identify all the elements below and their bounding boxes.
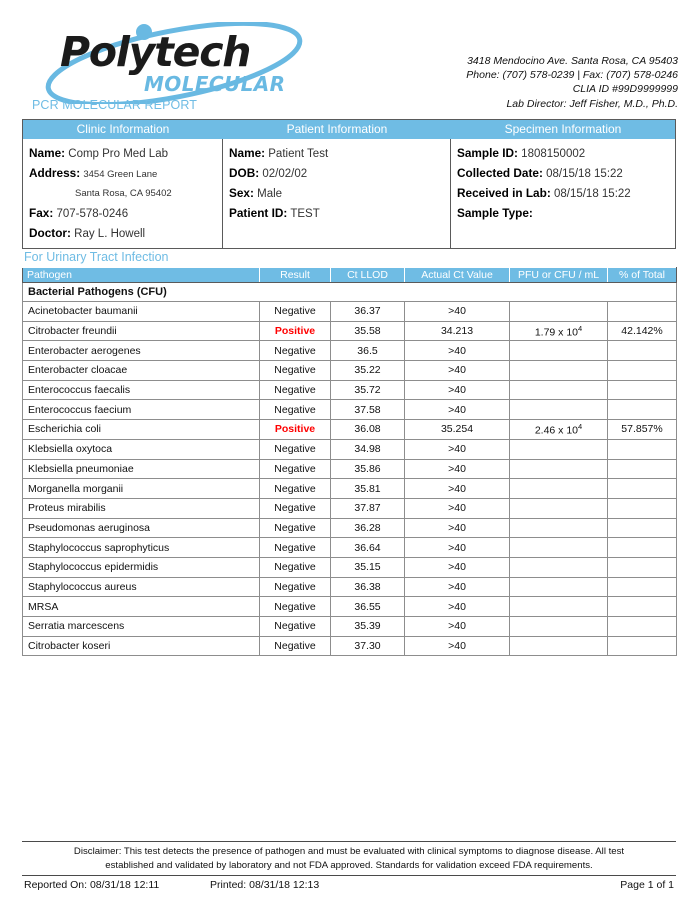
status-badge-negative: Negative <box>274 403 316 416</box>
lab-address: 3418 Mendocino Ave. Santa Rosa, CA 95403 <box>467 55 678 67</box>
cell-result <box>260 302 331 322</box>
cell-result <box>260 518 331 538</box>
patient-name-label: Name: <box>229 146 266 160</box>
cell-ct-llod: 37.30 <box>331 636 405 656</box>
cell-pfu-cfu <box>510 479 608 499</box>
cell-result <box>260 577 331 597</box>
cell-pct-total <box>608 459 677 479</box>
cell-pct-total <box>608 557 677 577</box>
cell-pfu-cfu <box>510 617 608 637</box>
cell-result <box>260 380 331 400</box>
cell-pathogen: Escherichia coli <box>23 420 260 440</box>
specimen-spacer-row <box>457 223 675 243</box>
cell-result <box>260 617 331 637</box>
status-badge-negative: Negative <box>274 384 316 397</box>
cell-pct-total <box>608 439 677 459</box>
cell-ct-llod: 35.86 <box>331 459 405 479</box>
patient-name-value: Patient Test <box>268 148 329 160</box>
status-badge-negative: Negative <box>274 541 316 554</box>
cell-pfu-cfu <box>510 518 608 538</box>
pfu-exponent: 4 <box>578 323 583 333</box>
table-row <box>23 479 677 499</box>
cell-pathogen: Morganella morganii <box>23 479 260 499</box>
footer-divider-top <box>22 841 676 842</box>
received-in-lab-row <box>457 183 675 203</box>
lab-phone-fax: Phone: (707) 578-0239 | Fax: (707) 578-0246 <box>466 69 678 82</box>
logo-wordmark: Polytech <box>60 28 251 76</box>
cell-actual-ct: >40 <box>405 380 510 400</box>
cell-pathogen: Enterococcus faecalis <box>23 380 260 400</box>
results-table-header-row <box>23 268 677 283</box>
clinic-address-row <box>29 163 222 183</box>
table-row <box>23 400 677 420</box>
cell-pathogen: Klebsiella oxytoca <box>23 439 260 459</box>
patient-id-row <box>229 203 450 223</box>
cell-ct-llod: 36.37 <box>331 302 405 322</box>
clinic-fax-label: Fax: <box>29 206 54 220</box>
pathogen-group-label: Bacterial Pathogens (CFU) <box>23 283 677 302</box>
lab-contact-block <box>368 54 678 111</box>
table-row <box>23 577 677 597</box>
column-header-actual-ct: Actual Ct Value <box>405 268 510 283</box>
cell-actual-ct: >40 <box>405 538 510 558</box>
cell-ct-llod: 36.08 <box>331 420 405 440</box>
cell-ct-llod: 36.38 <box>331 577 405 597</box>
cell-pct-total <box>608 538 677 558</box>
status-badge-negative: Negative <box>274 561 316 574</box>
status-badge-positive: Positive <box>274 325 316 338</box>
collected-date-row <box>457 163 675 183</box>
clinic-information-heading: Clinic Information <box>76 122 170 136</box>
table-row <box>23 321 677 341</box>
report-masthead <box>22 20 678 116</box>
clinic-doctor-row <box>29 223 222 243</box>
cell-ct-llod: 37.87 <box>331 498 405 518</box>
patient-sex-value: Male <box>257 188 283 200</box>
cell-pathogen: Proteus mirabilis <box>23 498 260 518</box>
clinic-name-row <box>29 143 222 163</box>
cell-actual-ct: >40 <box>405 439 510 459</box>
table-row <box>23 617 677 637</box>
cell-pfu-cfu <box>510 341 608 361</box>
cell-pct-total <box>608 577 677 597</box>
status-badge-negative: Negative <box>274 502 316 515</box>
disclaimer-text <box>22 845 676 872</box>
cell-actual-ct: >40 <box>405 498 510 518</box>
status-badge-negative: Negative <box>274 482 316 495</box>
lab-director: Lab Director: Jeff Fisher, M.D., Ph.D. <box>506 97 678 110</box>
cell-ct-llod: 35.81 <box>331 479 405 499</box>
cell-actual-ct: >40 <box>405 400 510 420</box>
patient-sex-label: Sex: <box>229 186 254 200</box>
cell-ct-llod: 34.98 <box>331 439 405 459</box>
specimen-information-heading: Specimen Information <box>504 122 622 136</box>
clinic-name-value: Comp Pro Med Lab <box>68 148 168 160</box>
information-panel-headings <box>23 120 675 139</box>
patient-dob-label: DOB: <box>229 166 260 180</box>
printed-text: Printed: 08/31/18 12:13 <box>210 879 320 891</box>
cell-pct-total <box>608 597 677 617</box>
clinic-name-label: Name: <box>29 146 66 160</box>
cell-pathogen: Staphylococcus aureus <box>23 577 260 597</box>
pathogen-group-row <box>23 283 677 302</box>
status-badge-negative: Negative <box>274 344 316 357</box>
cell-ct-llod: 36.64 <box>331 538 405 558</box>
cell-pathogen: Klebsiella pneumoniae <box>23 459 260 479</box>
cell-pct-total: 57.857% <box>608 420 677 440</box>
pfu-exponent: 4 <box>578 422 583 432</box>
specimen-information-column <box>451 139 675 248</box>
table-row <box>23 380 677 400</box>
cell-actual-ct: >40 <box>405 557 510 577</box>
cell-pct-total <box>608 400 677 420</box>
collected-date-label: Collected Date: <box>457 166 543 180</box>
cell-result <box>260 479 331 499</box>
cell-actual-ct: 34.213 <box>405 321 510 341</box>
patient-sex-row <box>229 183 450 203</box>
cell-pathogen: Citrobacter freundii <box>23 321 260 341</box>
cell-pfu-cfu <box>510 439 608 459</box>
cell-pfu-cfu <box>510 557 608 577</box>
table-row <box>23 597 677 617</box>
cell-pfu-cfu <box>510 577 608 597</box>
status-badge-negative: Negative <box>274 462 316 475</box>
table-row <box>23 420 677 440</box>
patient-information-column <box>223 139 451 248</box>
results-table <box>22 267 677 656</box>
status-badge-negative: Negative <box>274 580 316 593</box>
polytech-logo <box>32 22 322 104</box>
cell-pfu-cfu <box>510 361 608 381</box>
clinic-fax-row <box>29 203 222 223</box>
cell-actual-ct: >40 <box>405 302 510 322</box>
cell-actual-ct: >40 <box>405 597 510 617</box>
cell-pfu-cfu <box>510 380 608 400</box>
cell-ct-llod: 35.39 <box>331 617 405 637</box>
clinic-address-row-2 <box>29 183 222 203</box>
clinic-doctor-value: Ray L. Howell <box>74 228 146 240</box>
cell-pathogen: Citrobacter koseri <box>23 636 260 656</box>
cell-actual-ct: >40 <box>405 617 510 637</box>
table-row <box>23 439 677 459</box>
column-header-result: Result <box>260 268 331 283</box>
footer-meta <box>22 879 676 895</box>
cell-actual-ct: >40 <box>405 577 510 597</box>
cell-pct-total <box>608 380 677 400</box>
footer-divider-bottom <box>22 875 676 876</box>
table-row <box>23 459 677 479</box>
cell-pfu-cfu <box>510 498 608 518</box>
pfu-mantissa: 2.46 x 10 <box>534 424 579 437</box>
cell-result <box>260 341 331 361</box>
received-in-lab-value: 08/15/18 15:22 <box>553 188 631 200</box>
sample-id-row <box>457 143 675 163</box>
cell-pfu-cfu <box>510 597 608 617</box>
cell-pct-total: 42.142% <box>608 321 677 341</box>
cell-ct-llod: 35.72 <box>331 380 405 400</box>
status-badge-negative: Negative <box>274 600 316 613</box>
table-row <box>23 498 677 518</box>
cell-pathogen: Staphylococcus saprophyticus <box>23 538 260 558</box>
disclaimer-line-1: Disclaimer: This test detects the presence of pathogen and must be evaluated with clinical symptoms to diagnose disease. All test <box>73 846 625 857</box>
lab-clia-id: CLIA ID #99D9999999 <box>572 83 678 96</box>
clinic-information-column <box>23 139 223 248</box>
sample-id-label: Sample ID: <box>457 146 518 160</box>
status-badge-negative: Negative <box>274 640 316 653</box>
table-row <box>23 538 677 558</box>
received-in-lab-label: Received in Lab: <box>457 186 551 200</box>
patient-name-row <box>229 143 450 163</box>
patient-spacer-row <box>229 223 450 243</box>
cell-actual-ct: 35.254 <box>405 420 510 440</box>
cell-actual-ct: >40 <box>405 636 510 656</box>
clinic-fax-value: 707-578-0246 <box>56 208 129 220</box>
reported-on-text: Reported On: 08/31/18 12:11 <box>24 879 160 891</box>
cell-pathogen: Serratia marcescens <box>23 617 260 637</box>
status-badge-positive: Positive <box>274 423 316 436</box>
cell-pathogen: MRSA <box>23 597 260 617</box>
cell-ct-llod: 36.5 <box>331 341 405 361</box>
cell-actual-ct: >40 <box>405 518 510 538</box>
cell-result <box>260 420 331 440</box>
column-header-ct-llod: Ct LLOD <box>331 268 405 283</box>
cell-pfu-cfu <box>510 302 608 322</box>
disclaimer-line-2: established and validated by laboratory and not FDA approved. Standards for validation exceed FDA requirements. <box>105 859 593 871</box>
clinic-doctor-label: Doctor: <box>29 226 71 240</box>
column-header-pfu-cfu: PFU or CFU / mL <box>510 268 608 283</box>
cell-pct-total <box>608 617 677 637</box>
cell-pct-total <box>608 518 677 538</box>
patient-id-value: TEST <box>290 208 320 220</box>
status-badge-negative: Negative <box>274 305 316 318</box>
collected-date-value: 08/15/18 15:22 <box>546 168 623 180</box>
results-section-title: For Urinary Tract Infection <box>24 250 169 264</box>
cell-pct-total <box>608 341 677 361</box>
table-row <box>23 636 677 656</box>
cell-pfu-cfu <box>510 636 608 656</box>
patient-id-label: Patient ID: <box>229 206 288 220</box>
logo-sub-wordmark: MOLECULAR <box>144 72 286 96</box>
cell-pathogen: Enterobacter cloacae <box>23 361 260 381</box>
cell-pct-total <box>608 479 677 499</box>
cell-pathogen: Enterococcus faecium <box>23 400 260 420</box>
status-badge-negative: Negative <box>274 620 316 633</box>
results-table-body <box>23 283 677 656</box>
cell-pfu-cfu <box>510 538 608 558</box>
cell-pfu-cfu <box>510 321 608 341</box>
cell-result <box>260 439 331 459</box>
information-panel <box>22 119 676 249</box>
patient-dob-value: 02/02/02 <box>262 168 308 180</box>
cell-ct-llod: 35.58 <box>331 321 405 341</box>
sample-id-value: 1808150002 <box>521 148 586 160</box>
cell-result <box>260 361 331 381</box>
cell-actual-ct: >40 <box>405 479 510 499</box>
cell-result <box>260 538 331 558</box>
cell-pfu-cfu <box>510 459 608 479</box>
cell-ct-llod: 36.28 <box>331 518 405 538</box>
table-row <box>23 341 677 361</box>
cell-ct-llod: 36.55 <box>331 597 405 617</box>
cell-pathogen: Acinetobacter baumanii <box>23 302 260 322</box>
status-badge-negative: Negative <box>274 521 316 534</box>
pfu-mantissa: 1.79 x 10 <box>534 326 579 339</box>
cell-result <box>260 321 331 341</box>
cell-pathogen: Pseudomonas aeruginosa <box>23 518 260 538</box>
cell-pct-total <box>608 302 677 322</box>
page-number-text: Page 1 of 1 <box>620 879 674 891</box>
page-title: PCR MOLECULAR REPORT <box>32 98 197 112</box>
cell-pfu-cfu <box>510 400 608 420</box>
cell-actual-ct: >40 <box>405 341 510 361</box>
table-row <box>23 302 677 322</box>
cell-ct-llod: 35.22 <box>331 361 405 381</box>
column-header-pct-total: % of Total <box>608 268 677 283</box>
clinic-address-label: Address: <box>29 166 81 180</box>
table-row <box>23 361 677 381</box>
table-row <box>23 557 677 577</box>
clinic-address-line1: 3454 Green Lane <box>83 169 158 180</box>
cell-pfu-cfu <box>510 420 608 440</box>
cell-result <box>260 459 331 479</box>
sample-type-row <box>457 203 675 223</box>
column-header-pathogen: Pathogen <box>23 268 260 283</box>
clinic-address-line2: Santa Rosa, CA 95402 <box>75 188 172 199</box>
cell-result <box>260 636 331 656</box>
cell-pct-total <box>608 498 677 518</box>
cell-result <box>260 557 331 577</box>
cell-actual-ct: >40 <box>405 459 510 479</box>
cell-pathogen: Enterobacter aerogenes <box>23 341 260 361</box>
patient-information-heading: Patient Information <box>286 122 388 136</box>
sample-type-label: Sample Type: <box>457 206 533 220</box>
status-badge-negative: Negative <box>274 443 316 456</box>
status-badge-negative: Negative <box>274 364 316 377</box>
cell-pct-total <box>608 636 677 656</box>
cell-result <box>260 597 331 617</box>
cell-pct-total <box>608 361 677 381</box>
cell-ct-llod: 35.15 <box>331 557 405 577</box>
cell-actual-ct: >40 <box>405 361 510 381</box>
table-row <box>23 518 677 538</box>
patient-dob-row <box>229 163 450 183</box>
cell-ct-llod: 37.58 <box>331 400 405 420</box>
cell-result <box>260 498 331 518</box>
cell-result <box>260 400 331 420</box>
cell-pathogen: Staphylococcus epidermidis <box>23 557 260 577</box>
